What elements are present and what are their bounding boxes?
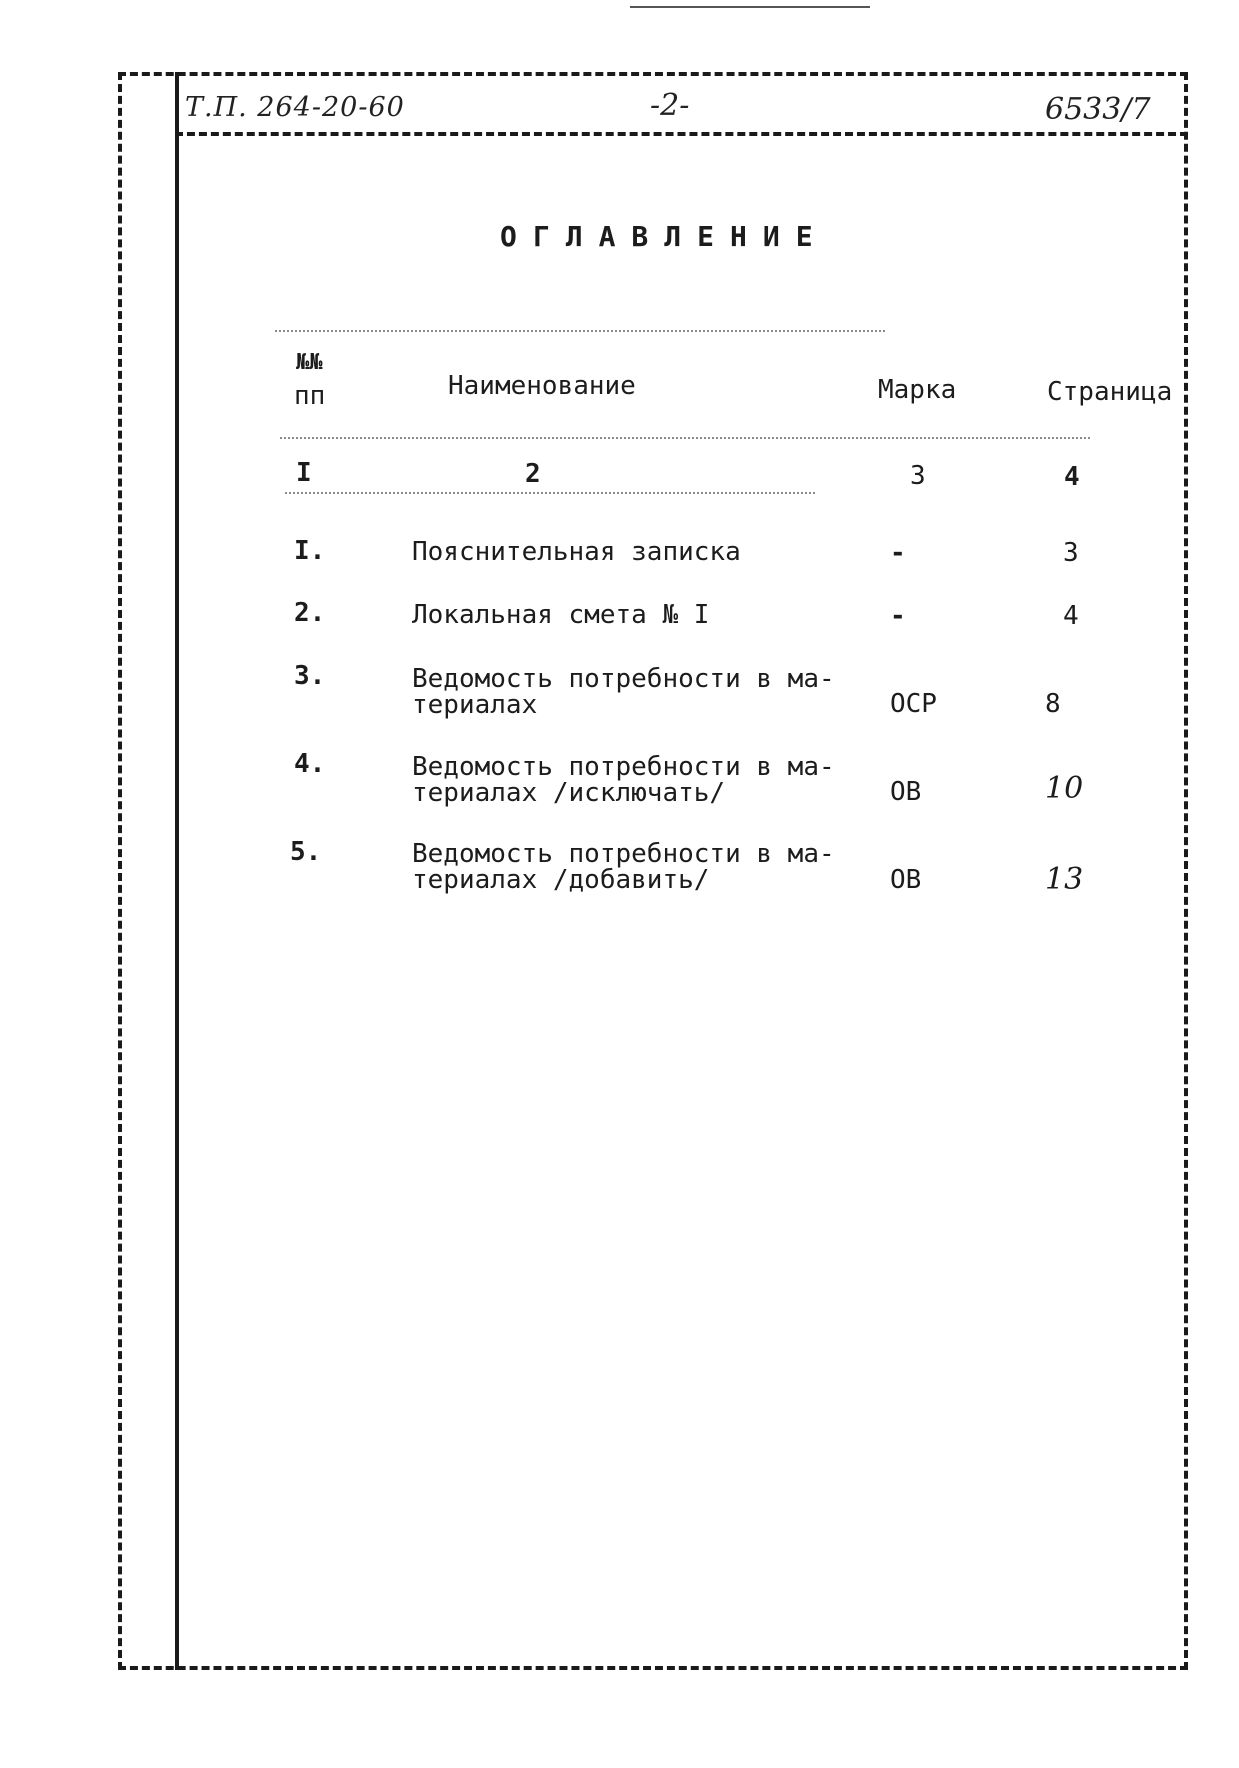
row-4-page: 10 [1045, 771, 1084, 806]
header-bottom-rule [280, 437, 1090, 439]
column-number-3: 3 [910, 461, 926, 491]
column-numbers-rule [285, 492, 815, 494]
header-rule [175, 132, 1188, 136]
page-number: -2- [650, 88, 690, 123]
row-5-name [412, 841, 842, 893]
column-number-2: 2 [525, 459, 541, 489]
col-header-page: Страница [1047, 377, 1173, 407]
row-2-number: 2. [294, 598, 326, 628]
row-4-name-line1: Ведомость потребности в ма- [412, 752, 835, 782]
row-2-mark: - [890, 601, 906, 631]
row-4-number: 4. [294, 749, 326, 779]
row-1-name [412, 539, 842, 565]
col-header-number-line2: пп [294, 381, 326, 411]
col-header-name: Наименование [448, 371, 636, 401]
row-5-number: 5. [290, 837, 322, 867]
binding-margin-rule [175, 72, 179, 1670]
row-1-mark: - [890, 538, 906, 568]
row-5-page: 13 [1045, 862, 1084, 897]
row-3-mark: ОСР [890, 689, 937, 719]
row-2-name-line1: Локальная смета № I [412, 600, 710, 630]
row-5-name-line2: териалах /добавить/ [412, 865, 710, 895]
row-3-number: 3. [294, 661, 326, 691]
row-1-page: 3 [1063, 538, 1079, 568]
row-3-name-line2: териалах [412, 690, 538, 720]
row-2-page: 4 [1063, 601, 1079, 631]
column-number-1: I [296, 458, 312, 488]
document-code: Т.П. 264-20-60 [185, 92, 405, 123]
row-2-name [412, 602, 842, 628]
row-1-name-line1: Пояснительная записка [412, 537, 741, 567]
row-3-page: 8 [1045, 689, 1061, 719]
table-top-rule [275, 330, 885, 332]
page-title: ОГЛАВЛЕНИЕ [500, 220, 829, 253]
row-4-name-line2: териалах /исключать/ [412, 778, 726, 808]
row-5-mark: ОВ [890, 865, 922, 895]
row-4-mark: ОВ [890, 777, 922, 807]
row-1-number: I. [294, 536, 326, 566]
row-3-name [412, 666, 842, 718]
column-number-4: 4 [1064, 462, 1080, 492]
row-4-name [412, 754, 842, 806]
top-edge-stroke [630, 6, 870, 8]
col-header-mark: Марка [878, 375, 957, 405]
col-header-number-line1: №№ [296, 350, 323, 375]
row-5-name-line1: Ведомость потребности в ма- [412, 839, 835, 869]
sheet-number: 6533/7 [1045, 92, 1151, 127]
row-3-name-line1: Ведомость потребности в ма- [412, 664, 835, 694]
